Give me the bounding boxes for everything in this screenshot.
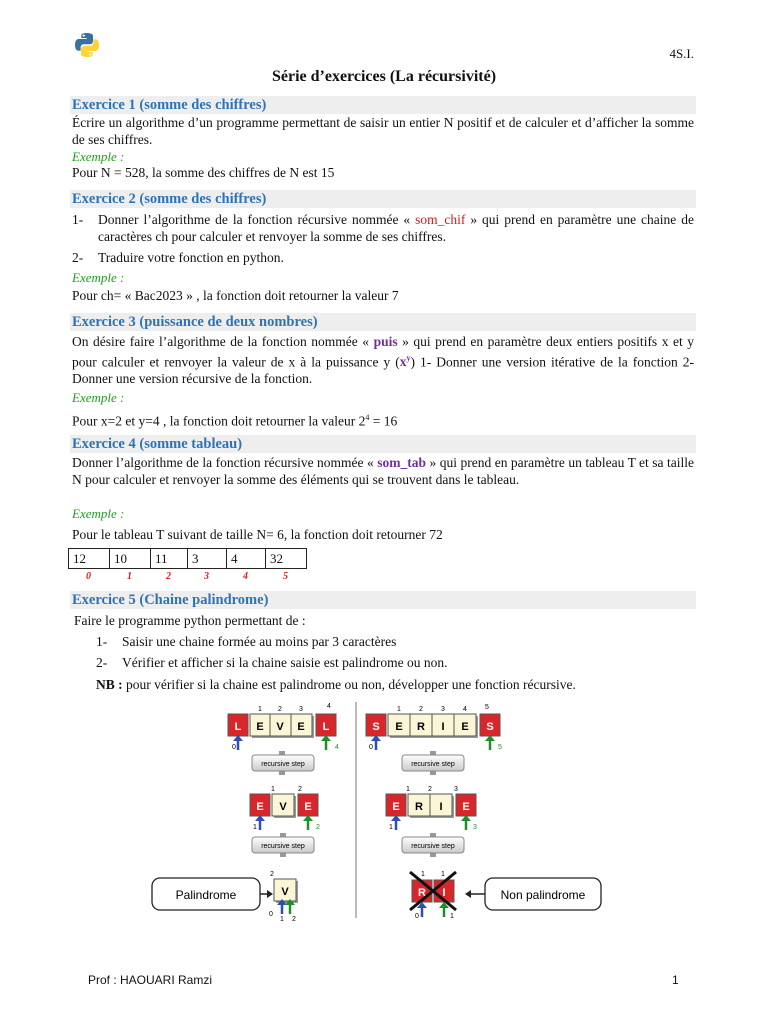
palindrome-diagram xyxy=(140,700,620,925)
right-recursive-step-2 xyxy=(402,833,464,857)
index-label: 1 xyxy=(397,706,401,713)
index-label: 2 xyxy=(316,824,320,831)
python-logo-icon xyxy=(74,32,100,58)
char-label: V xyxy=(281,886,289,898)
array-table-grid xyxy=(68,548,307,569)
exercise-2-example-label: Exemple : xyxy=(72,270,125,285)
text-b: » qui prend en paramètre un tableau T et sa taille N pour calculer et renvoyer la somme des éléments qui se trouvent dans le tableau. xyxy=(72,455,694,487)
array-index: 5 xyxy=(283,571,288,582)
index-label: 2 xyxy=(419,706,423,713)
exercise-4-example: Pour le tableau T suivant de taille N= 6, la fonction doit retourner 72 xyxy=(72,527,443,542)
index-label: 2 xyxy=(428,786,432,793)
char-label: R xyxy=(418,887,426,899)
function-name-som-chif: som_chif xyxy=(415,212,466,227)
exercise-5-item-2 xyxy=(96,655,694,672)
index-label: 0 xyxy=(369,744,373,751)
char-label: S xyxy=(372,721,380,733)
left-recursive-step-1 xyxy=(252,751,314,775)
left-recursive-step-2 xyxy=(252,833,314,857)
index-label: 2 xyxy=(270,871,274,878)
recursive-step-label: recursive step xyxy=(411,761,455,768)
example-a: Pour x=2 et y=4 , la fonction doit retourner la valeur 2 xyxy=(72,413,366,429)
exercise-4-example-label: Exemple : xyxy=(72,506,125,521)
exercise-1-text: Écrire un algorithme d’un programme permettant de saisir un entier N positif et de calculer et d’afficher la somme de ses chiffres. xyxy=(72,115,694,147)
exercise-4-heading: Exercice 4 (somme tableau) xyxy=(70,435,696,453)
array-cell: 12 xyxy=(69,549,110,569)
index-label: 0 xyxy=(269,911,273,918)
left-row-2 xyxy=(250,786,320,831)
char-label: I xyxy=(439,801,443,813)
array-table xyxy=(68,548,307,582)
recursive-step-label: recursive step xyxy=(411,843,455,850)
index-label: 1 xyxy=(280,916,284,923)
item-text: Vérifier et afficher si la chaine saisie est palindrome ou non. xyxy=(122,655,448,670)
item-text: Traduire votre fonction en python. xyxy=(98,250,284,265)
exercise-3-example xyxy=(72,410,694,430)
index-label: 2 xyxy=(292,916,296,923)
index-label: 1 xyxy=(450,913,454,920)
char-label: E xyxy=(461,721,469,733)
exercise-2-example: Pour ch= « Bac2023 » , la fonction doit retourner la valeur 7 xyxy=(72,288,399,303)
item-number: 2- xyxy=(72,250,84,265)
index-label: 0 xyxy=(232,744,236,751)
item-text-b: » qui prend en paramètre une chaine de caractères ch pour calculer et renvoyer la somme de ses chiffres. xyxy=(98,212,694,244)
exercise-5-intro: Faire le programme python permettant de : xyxy=(74,613,306,628)
nb-text: pour vérifier si la chaine est palindrome ou non, développer une fonction récursive. xyxy=(122,677,576,692)
item-text xyxy=(98,212,694,245)
index-label: 2 xyxy=(278,706,282,713)
char-label: E xyxy=(395,721,403,733)
index-label: 1 xyxy=(258,706,262,713)
example-exponent: 4 xyxy=(365,413,370,422)
char-label: E xyxy=(256,721,264,733)
char-label: E xyxy=(462,801,470,813)
power-exponent: y xyxy=(406,353,411,363)
array-cell: 10 xyxy=(110,549,151,569)
index-label: 5 xyxy=(485,704,489,711)
left-row-3 xyxy=(269,871,298,923)
exercise-5-heading: Exercice 5 (Chaine palindrome) xyxy=(70,591,696,609)
array-cell: 3 xyxy=(188,549,227,569)
text-a: Donner l’algorithme de la fonction récursive nommée « xyxy=(72,455,378,470)
char-label: R xyxy=(417,721,425,733)
char-label: E xyxy=(297,721,305,733)
palindrome-callout xyxy=(152,878,273,910)
char-label: V xyxy=(276,721,284,733)
palindrome-label: Palindrome xyxy=(175,888,237,902)
non-palindrome-label: Non palindrome xyxy=(500,888,586,902)
array-cell: 11 xyxy=(151,549,188,569)
exercise-3-example-label: Exemple : xyxy=(72,390,125,405)
index-label: 4 xyxy=(463,706,467,713)
function-name-puis: puis xyxy=(373,334,398,349)
nb-label: NB : xyxy=(96,677,123,692)
char-label: L xyxy=(322,721,330,733)
index-label: 4 xyxy=(335,744,339,751)
index-label: 1 xyxy=(441,871,445,878)
char-label: L xyxy=(234,721,242,733)
array-cell: 4 xyxy=(227,549,266,569)
index-label: 3 xyxy=(299,706,303,713)
array-index: 4 xyxy=(243,571,248,582)
example-b: = 16 xyxy=(369,413,398,429)
array-cell: 32 xyxy=(266,549,307,569)
exercise-2-item-1 xyxy=(72,212,694,245)
index-label: 4 xyxy=(327,703,331,710)
array-index: 2 xyxy=(166,571,171,582)
index-label: 1 xyxy=(421,871,425,878)
right-recursive-step-1 xyxy=(402,751,464,775)
recursive-step-label: recursive step xyxy=(261,843,305,850)
power-base: x xyxy=(399,354,407,369)
index-label: 1 xyxy=(406,786,410,793)
index-label: 2 xyxy=(298,786,302,793)
exercise-4-text xyxy=(72,455,694,488)
right-row-2 xyxy=(386,786,477,831)
char-label: R xyxy=(415,801,423,813)
footer-author: Prof : HAOUARI Ramzi xyxy=(88,973,213,987)
right-row-3 xyxy=(410,871,456,920)
index-label: 1 xyxy=(389,824,393,831)
left-row-1 xyxy=(228,703,339,751)
index-label: 1 xyxy=(253,824,257,831)
right-row-1 xyxy=(366,704,502,751)
non-palindrome-callout xyxy=(465,878,601,910)
text-a: On désire faire l’algorithme de la fonction nommée « xyxy=(72,334,374,349)
char-label: S xyxy=(486,721,494,733)
char-label: E xyxy=(256,801,264,813)
char-label: V xyxy=(279,801,287,813)
exercise-3-heading: Exercice 3 (puissance de deux nombres) xyxy=(70,313,696,331)
page-number: 1 xyxy=(672,973,679,987)
text-c: ) 1- Donner une version itérative de la fonction 2- Donner une version récursive de la fonction. xyxy=(72,354,695,386)
item-number: 1- xyxy=(96,634,108,649)
array-indices xyxy=(68,571,307,582)
exercise-1-example: Pour N = 528, la somme des chiffres de N est 15 xyxy=(72,165,335,180)
exercise-2-item-2 xyxy=(72,250,694,267)
recursive-step-label: recursive step xyxy=(261,761,305,768)
array-index: 3 xyxy=(204,571,209,582)
class-level: 4S.I. xyxy=(669,46,694,61)
char-label: I xyxy=(442,887,446,899)
array-index: 1 xyxy=(127,571,132,582)
index-label: 3 xyxy=(454,786,458,793)
item-text-a: Donner l’algorithme de la fonction récursive nommée « xyxy=(98,212,416,227)
exercise-5-note xyxy=(96,677,694,694)
item-text: Saisir une chaine formée au moins par 3 caractères xyxy=(122,634,397,649)
page-title: Série d’exercices (La récursivité) xyxy=(271,68,497,85)
power-notation xyxy=(400,354,411,369)
index-label: 0 xyxy=(415,913,419,920)
text-b: » qui prend en paramètre deux entiers positifs x et y pour calculer et renvoyer la valeur de x à la puissance y ( xyxy=(72,334,694,369)
index-label: 1 xyxy=(271,786,275,793)
char-label: E xyxy=(392,801,400,813)
exercise-2-heading: Exercice 2 (somme des chiffres) xyxy=(70,190,696,208)
exercise-1-example-label: Exemple : xyxy=(72,149,125,164)
exercise-5-item-1 xyxy=(96,634,694,651)
char-label: I xyxy=(441,721,445,733)
char-label: E xyxy=(304,801,312,813)
index-label: 5 xyxy=(498,744,502,751)
function-name-som-tab: som_tab xyxy=(377,455,427,470)
item-number: 2- xyxy=(96,655,108,670)
index-label: 3 xyxy=(473,824,477,831)
exercise-1-heading: Exercice 1 (somme des chiffres) xyxy=(70,96,696,114)
item-number: 1- xyxy=(72,212,84,227)
array-index: 0 xyxy=(86,571,91,582)
exercise-3-text xyxy=(72,334,694,387)
index-label: 3 xyxy=(441,706,445,713)
